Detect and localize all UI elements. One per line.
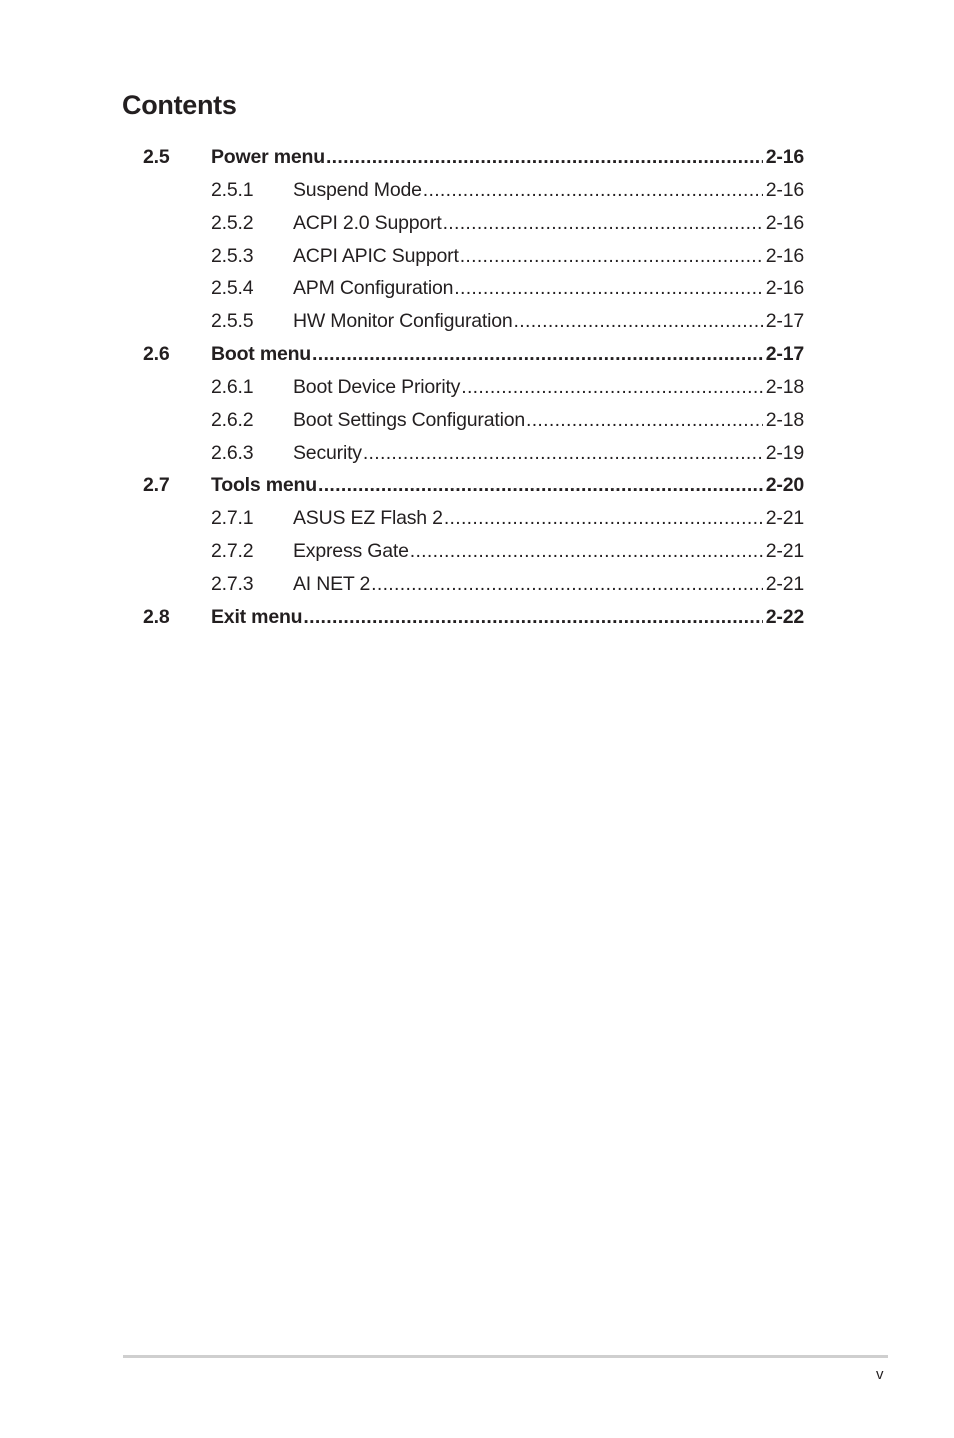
toc-entry-title: Tools menu — [211, 474, 317, 497]
toc-entry-number: 2.7.2 — [211, 540, 254, 563]
toc-entry-title: ASUS EZ Flash 2 — [293, 507, 443, 530]
toc-entry-title: Power menu — [211, 146, 325, 168]
toc-entry-2-7-1[interactable] — [143, 502, 804, 535]
dot-leader — [526, 404, 763, 437]
toc-entry-number: 2.5.5 — [211, 310, 254, 333]
dot-leader — [461, 371, 763, 404]
toc-entry-title: Express Gate — [293, 540, 409, 563]
toc-entry-number: 2.6.2 — [211, 408, 254, 431]
dot-leader — [514, 305, 763, 338]
toc-entry-title: HW Monitor Configuration — [293, 310, 513, 333]
dot-leader — [423, 174, 763, 207]
dot-leader — [460, 240, 763, 273]
toc-entry-2-7-3[interactable] — [143, 568, 804, 601]
toc-entry-page: 2-21 — [765, 572, 804, 595]
toc-entry-number: 2.7 — [143, 474, 170, 497]
toc-entry-2-6-1[interactable] — [143, 371, 804, 404]
toc-entry-page: 2-18 — [765, 408, 804, 431]
dot-leader — [454, 272, 763, 305]
toc-entry-title: Boot menu — [211, 343, 312, 366]
toc-entry-number: 2.6.3 — [211, 441, 254, 464]
toc-entry-2-5[interactable] — [143, 141, 804, 174]
toc-entry-number: 2.8 — [143, 605, 170, 628]
toc-entry-title: Exit menu — [211, 605, 303, 628]
toc-entry-number: 2.7.1 — [211, 507, 254, 530]
dot-leader — [326, 141, 763, 174]
dot-leader — [444, 502, 763, 535]
toc-entry-number: 2.5.1 — [211, 178, 254, 201]
toc-entry-2-5-4[interactable] — [143, 272, 804, 305]
toc-entry-title: APM Configuration — [293, 277, 454, 300]
toc-entry-title: ACPI APIC Support — [293, 244, 459, 267]
toc-entry-number: 2.5 — [143, 146, 170, 168]
dot-leader — [312, 338, 763, 371]
dot-leader — [303, 601, 762, 634]
toc-entry-page: 2-16 — [765, 146, 804, 168]
dot-leader — [318, 469, 763, 502]
toc-entry-page: 2-21 — [765, 540, 804, 563]
toc-entry-2-5-5[interactable] — [143, 305, 804, 338]
table-of-contents — [143, 141, 804, 634]
toc-entry-page: 2-17 — [765, 310, 804, 333]
dot-leader — [363, 437, 763, 470]
dot-leader — [371, 568, 763, 601]
footer-divider — [123, 1355, 888, 1358]
toc-entry-number: 2.5.3 — [211, 244, 254, 267]
toc-entry-2-5-1[interactable] — [143, 174, 804, 207]
toc-entry-page: 2-17 — [765, 343, 804, 366]
footer-page-number: v — [876, 1366, 884, 1383]
toc-entry-page: 2-16 — [765, 244, 804, 267]
toc-entry-title: Boot Settings Configuration — [293, 408, 525, 431]
toc-entry-2-6[interactable] — [143, 338, 804, 371]
toc-entry-2-7-2[interactable] — [143, 535, 804, 568]
toc-entry-title: Boot Device Priority — [293, 375, 461, 398]
toc-entry-number: 2.5.2 — [211, 211, 254, 234]
toc-entry-title: ACPI 2.0 Support — [293, 211, 442, 234]
toc-entry-page: 2-16 — [765, 277, 804, 300]
toc-entry-page: 2-19 — [765, 441, 804, 464]
toc-entry-2-5-2[interactable] — [143, 207, 804, 240]
toc-entry-2-6-2[interactable] — [143, 404, 804, 437]
toc-entry-page: 2-16 — [765, 178, 804, 201]
toc-entry-number: 2.6 — [143, 343, 170, 366]
toc-entry-2-6-3[interactable] — [143, 437, 804, 470]
toc-entry-number: 2.7.3 — [211, 572, 254, 595]
toc-entry-page: 2-22 — [765, 605, 804, 628]
toc-entry-page: 2-20 — [765, 474, 804, 497]
toc-entry-number: 2.6.1 — [211, 375, 254, 398]
toc-entry-page: 2-21 — [765, 507, 804, 530]
toc-entry-2-5-3[interactable] — [143, 240, 804, 273]
toc-entry-page: 2-18 — [765, 375, 804, 398]
toc-entry-title: AI NET 2 — [293, 572, 371, 595]
toc-entry-title: Security — [293, 441, 362, 464]
dot-leader — [410, 535, 763, 568]
toc-entry-number: 2.5.4 — [211, 277, 254, 300]
toc-entry-page: 2-16 — [765, 211, 804, 234]
toc-entry-2-8[interactable] — [143, 601, 804, 634]
page-title: Contents — [122, 90, 237, 120]
dot-leader — [443, 207, 763, 240]
toc-entry-2-7[interactable] — [143, 469, 804, 502]
toc-entry-title: Suspend Mode — [293, 178, 422, 201]
